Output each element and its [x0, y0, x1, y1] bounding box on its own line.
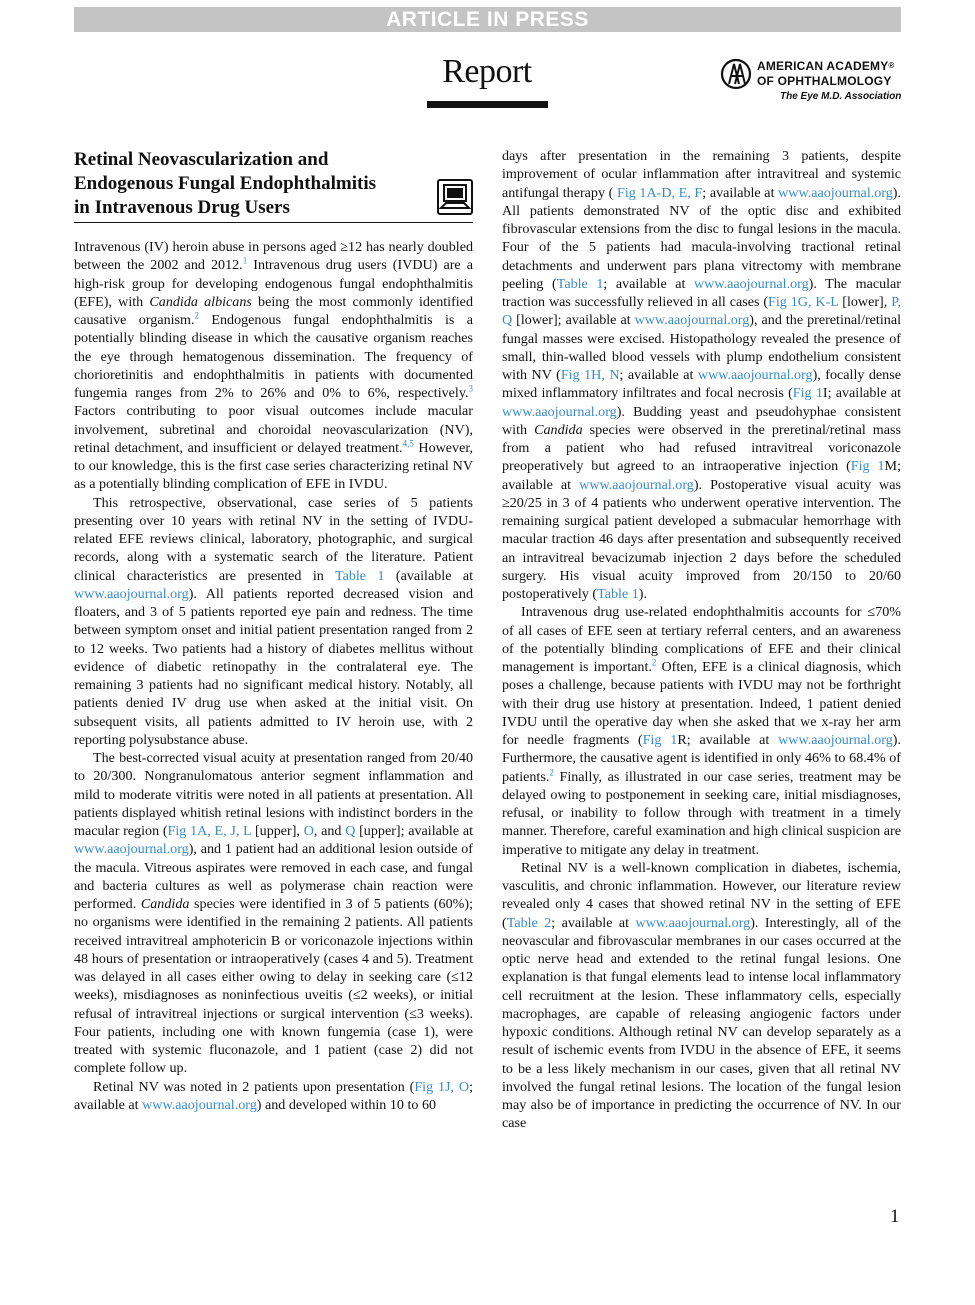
- body-paragraph: Intravenous drug use-related endophthalmitis accounts for ≤70% of all cases of EFE seen at tertiary referral centers, and an awareness of the potentially blinding complications of EFE and their clinical management is important.$^2$ Often, EFE is a clinical diagnosis, which poses a challenge, because patients with IVDU may not be forthright with their drug use history at presentation. Indeed, 1 patient denied IVDU until the operative day when she asked that we x-ray her arm for needle fragments (Fig 1R; available at www.aaojournal.org). Furthermore, the causative agent is identified in only 46% to 68.4% of patients.$^2$ Finally, as illustrated in our case series, treatment may be delayed owing to postponement in seeking care, initial misdiagnoses, refusal, or inability to follow through with treatment in a timely manner. Therefore, careful examination and high clinical suspicion are imperative to mitigate any delay in treatment.: [502, 604, 901, 858]
- journal-link[interactable]: www.aaojournal.org: [697, 367, 813, 383]
- journal-link[interactable]: www.aaojournal.org: [635, 914, 751, 931]
- figure-link[interactable]: Fig 1: [642, 732, 678, 748]
- figure-link[interactable]: Fig 1J, O: [414, 1078, 470, 1095]
- body-paragraph: This retrospective, observational, case series of 5 patients presenting over 10 years with retinal NV in the setting of IVDU-related EFE reviews clinical, laboratory, photographic, and surgical records, along with a systematic search of the literature. Patient clinical characteristics are presented in Table 1 (available at www.aaojournal.org). All patients reported decreased vision and floaters, and 3 of 5 patients reported eye pain and redness. The time between symptom onset and initial patient presentation ranged from 2 to 12 weeks. Two patients had a history of diabetes mellitus without evidence of diabetic retinopathy in the contralateral eye. The remaining 3 patients had no significant medical history. Notably, all patients denied IV drug use when asked at the initial visit. On subsequent visits, all patients admitted to IV heroin use, with 2 reporting polysubstance abuse.: [74, 494, 474, 748]
- figure-link[interactable]: Fig 1: [792, 385, 823, 402]
- figure-link[interactable]: O: [303, 823, 314, 839]
- figure-link[interactable]: Fig 1A-D, E, F: [617, 184, 703, 201]
- table-link[interactable]: Table 1: [334, 567, 385, 584]
- journal-link[interactable]: www.aaojournal.org: [579, 476, 694, 493]
- paragraph-continuation-text: days after presentation in the remaining 3 patients, despite improvement of ocular inflammation after intravitreal and systemic antifungal therapy (: [502, 148, 901, 201]
- citation-link[interactable]: 1: [242, 255, 248, 266]
- table-link[interactable]: Table 1: [597, 586, 639, 602]
- left-column: [74, 238, 473, 1114]
- body-paragraph: Intravenous (IV) heroin abuse in persons aged ≥12 has nearly doubled between the 2002 and 2012.$^1$ Intravenous drug users (IVDU) are a high-risk group for developing endogenous fungal endophthalmitis (EFE), with Candida albicans being the most commonly identified causative organism.$^2$ Endogenous fungal endophthalmitis is a potentially blinding disease in which the causative organism reaches the eye through hematogenous dissemination. The frequency of chorioretinitis and endophthalmitis in patients with documented fungemia ranges from 2% to 26% and 0% to 6%, respectively.$^3$ Factors contributing to poor visual outcomes include macular involvement, subretinal and choroidal neovascularization (NV), retinal detachment, and insufficient or delayed treatment.$^{4,5}$ However, to our knowledge, this is the first case series characterizing retinal NV as a potentially blinding complication of EFE in IVDU.: [74, 239, 474, 493]
- right-column: [502, 147, 901, 1133]
- aao-logo-mark-icon: [720, 58, 752, 90]
- figure-link[interactable]: Q: [345, 823, 356, 839]
- figure-link[interactable]: P, Q: [502, 294, 901, 329]
- article-title-line: Retinal Neovascularization and: [74, 149, 329, 170]
- citation-link[interactable]: 2: [651, 657, 657, 668]
- journal-link[interactable]: www.aaojournal.org: [778, 732, 893, 748]
- logo-line-2: OF OPHTHALMOLOGY: [757, 74, 892, 88]
- figure-link[interactable]: Fig 1A, E, J, L: [167, 823, 252, 839]
- figure-link[interactable]: Fig 1H, N: [560, 367, 620, 383]
- table-link[interactable]: Table 1: [556, 275, 604, 292]
- journal-link[interactable]: www.aaojournal.org: [142, 1096, 257, 1113]
- logo-tagline: The Eye M.D. Association: [780, 91, 902, 102]
- citation-link[interactable]: 3: [468, 383, 473, 394]
- body-paragraph: Retinal NV was noted in 2 patients upon presentation (Fig 1J, O; available at www.aaojournal.org) and developed within 10 to 60: [74, 1078, 473, 1113]
- journal-link[interactable]: www.aaojournal.org: [74, 585, 189, 602]
- body-paragraph-continued: days after presentation in the remaining 3 patients, despite improvement of ocular inflammation after intravitreal and systemic antifungal therapy ( Fig 1A-D, E, F; available at www.aaojournal.org). All patients demonstrated NV of the optic disc and exhibited fibrovascular extensions from the disc to fungal lesions in the macula. Four of the 5 patients had macula-involving tractional retinal detachments and underwent pars plana vitrectomy with membrane peeling (Table 1; available at www.aaojournal.org). The macular traction was successfully relieved in all cases (Fig 1G, K-L [lower], P, Q [lower]; available at www.aaojournal.org), and the preretinal/retinal fungal masses were excised. Histopathology revealed the presence of small, thin-walled blood vessels with plump endothelium consistent with NV (Fig 1H, N; available at www.aaojournal.org), focally dense mixed inflammatory infiltrates and focal necrosis (Fig 1I; available at www.aaojournal.org). Budding yeast and pseudohyphae consistent with Candida species were observed in the preretinal/retinal mass from a patient who had refused intravitreal voriconazole preoperatively but agreed to an intraoperative injection (Fig 1M; available at www.aaojournal.org). Postoperative visual acuity was ≥20/25 in 3 of 4 patients who underwent operative intervention. The remaining surgical patient developed a submacular hemorrhage with macular traction 46 days after presentation and subsequently received an intravitreal bevacizumab injection 2 days before the scheduled surgery. His visual acuity improved from 20/150 to 20/60 postoperatively (Table 1).: [502, 148, 902, 602]
- journal-link[interactable]: www.aaojournal.org: [778, 184, 893, 201]
- page-number: 1: [890, 1206, 900, 1227]
- computer-monitor-icon[interactable]: [437, 179, 473, 215]
- citation-link[interactable]: 2: [549, 766, 554, 777]
- figure-link[interactable]: Fig 1: [850, 458, 885, 475]
- table-link[interactable]: Table 2: [506, 914, 552, 931]
- body-paragraph: The best-corrected visual acuity at presentation ranged from 20/40 to 20/300. Nongranulomatous anterior segment inflammation and mild to moderate vitritis were noted in all patients at presentation. All patients displayed whitish retinal lesions with indistinct borders in the macular region (Fig 1A, E, J, L [upper], O, and Q [upper]; available at www.aaojournal.org), and 1 patient had an additional lesion outside of the macula. Vitreous aspirates were removed in each case, and fungal and bacteria cultures as well as polymerase chain reaction were performed. Candida species were identified in 3 of 5 patients (60%); no organisms were identified in the remaining 2 patients. All patients received intravitreal amphotericin B or voriconazole injections within 48 hours of presentation or intraoperatively (cases 4 and 5). Treatment was delayed in all cases either owing to delay in seeking care (≤12 weeks), misdiagnoses as noninfectious uveitis (≤2 weeks), or initial refusal of intravitreal injections or surgical intervention (≤3 weeks). Four patients, including one with known fungemia (case 1), were treated with systemic fluconazole, and 1 patient (case 2) did not complete follow up.: [74, 750, 473, 1077]
- title-divider: [74, 222, 473, 223]
- article-in-press-banner: ARTICLE IN PRESS: [74, 7, 901, 32]
- journal-link[interactable]: www.aaojournal.org: [634, 312, 750, 329]
- figure-link[interactable]: Fig 1G, K-L: [768, 294, 839, 310]
- section-title-underline: [427, 101, 548, 108]
- citation-link[interactable]: 2: [194, 310, 200, 321]
- article-title-line: in Intravenous Drug Users: [74, 197, 290, 218]
- journal-link[interactable]: www.aaojournal.org: [74, 841, 189, 858]
- journal-link[interactable]: www.aaojournal.org: [693, 275, 809, 292]
- journal-link[interactable]: www.aaojournal.org: [502, 403, 617, 420]
- section-title: Report: [442, 53, 532, 90]
- article-title-line: Endogenous Fungal Endophthalmitis: [74, 173, 377, 194]
- aao-logo: [720, 58, 905, 106]
- citation-link[interactable]: 4,5: [402, 438, 414, 449]
- logo-line-1: AMERICAN ACADEMY®: [757, 59, 895, 73]
- article-title: [74, 148, 414, 220]
- body-paragraph: Retinal NV is a well-known complication in diabetes, ischemia, vasculitis, and chronic inflammation. However, our literature review revealed only 4 cases that showed retinal NV in the setting of EFE (Table 2; available at www.aaojournal.org). Interestingly, all of the neovascular and fibrovascular membranes in our cases occurred at the optic nerve head and extended to the retinal fungal lesions. One explanation is that fungal elements lead to intense local inflammatory cell recruitment at the lesion. These inflammatory cells, especially macrophages, are capable of releasing angiogenic factors under hypoxic conditions. Although retinal NV can develop separately as a result of ischemic events from IVDU in the absence of EFE, it seems to be a less likely mechanism in our cases, given that all retinal NV involved the fungal retinal lesions. The location of the fungal lesion may also be of importance in predicting the occurrence of NV. In our case: [502, 859, 902, 1132]
